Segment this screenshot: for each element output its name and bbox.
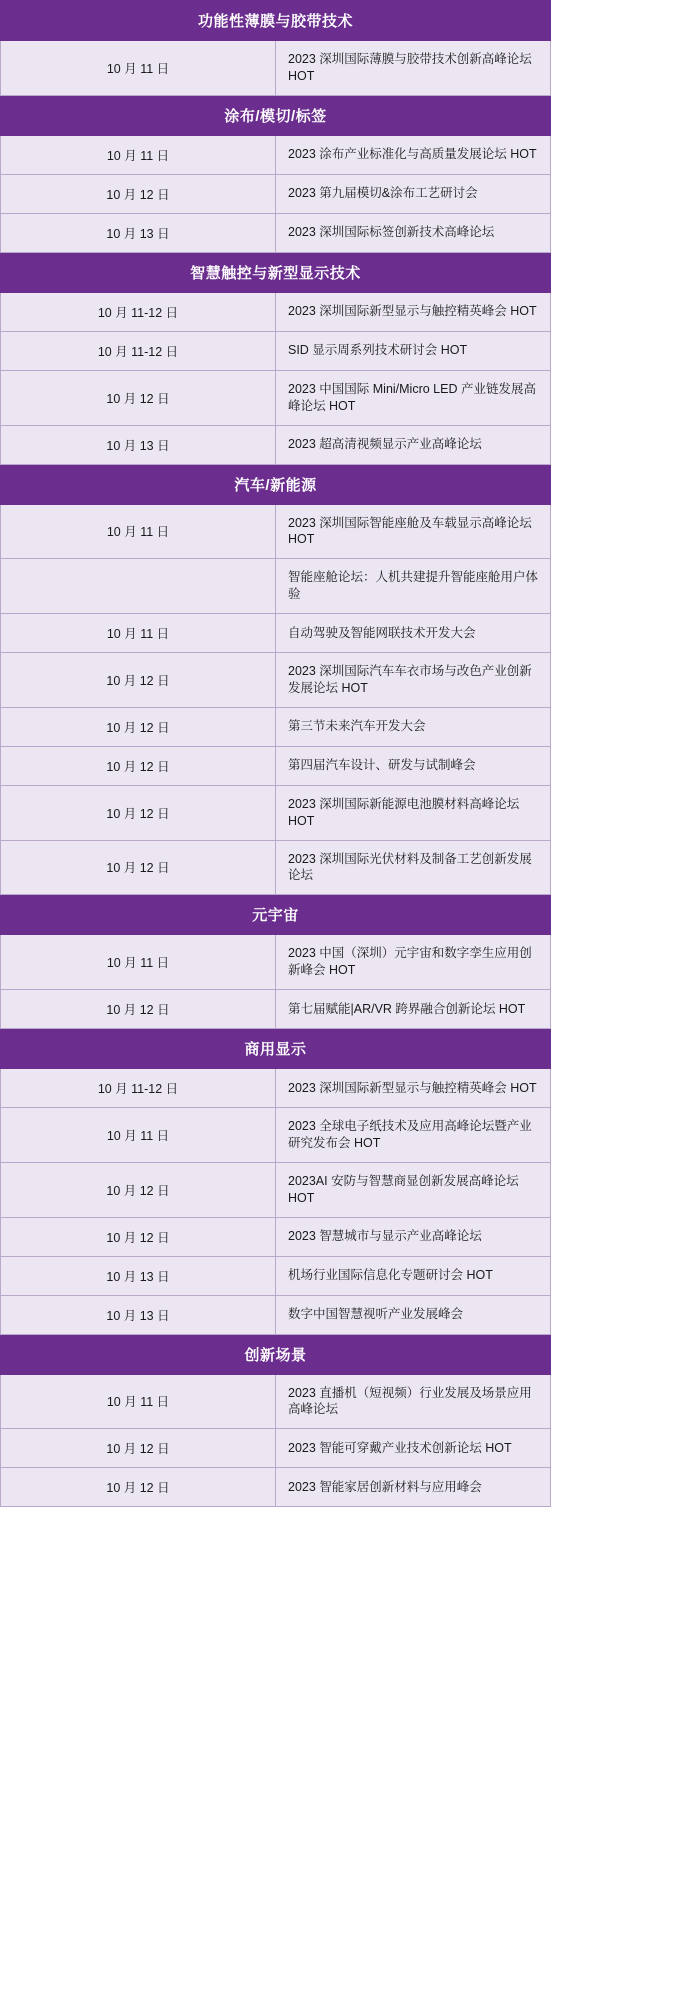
event-title: 2023 深圳国际薄膜与胶带技术创新高峰论坛 HOT [276,41,551,96]
event-date: 10 月 11 日 [1,41,276,96]
event-title: 第四届汽车设计、研发与试制峰会 [276,746,551,785]
event-date: 10 月 12 日 [1,840,276,895]
event-date: 10 月 11 日 [1,504,276,559]
event-title: 2023 直播机（短视频）行业发展及场景应用高峰论坛 [276,1374,551,1429]
event-title: 2023 深圳国际汽车车衣市场与改色产业创新发展论坛 HOT [276,653,551,708]
event-title: 2023 第九届模切&涂布工艺研讨会 [276,174,551,213]
event-date: 10 月 11 日 [1,1108,276,1163]
table-row [1,614,551,653]
event-date: 10 月 11-12 日 [1,331,276,370]
section-title: 汽车/新能源 [1,464,551,504]
section-header-row [1,895,551,935]
event-date [1,559,276,614]
table-row [1,1295,551,1334]
section-title: 商用显示 [1,1029,551,1069]
table-row [1,559,551,614]
event-date: 10 月 12 日 [1,990,276,1029]
event-date: 10 月 12 日 [1,1217,276,1256]
event-date: 10 月 11 日 [1,614,276,653]
table-row [1,331,551,370]
table-row [1,425,551,464]
event-date: 10 月 12 日 [1,1162,276,1217]
section-title: 功能性薄膜与胶带技术 [1,1,551,41]
event-title: 2023 深圳国际光伏材料及制备工艺创新发展论坛 [276,840,551,895]
section-header-row [1,252,551,292]
event-date: 10 月 12 日 [1,370,276,425]
event-title: 自动驾驶及智能网联技术开发大会 [276,614,551,653]
table-row [1,213,551,252]
event-title: 2023 智能家居创新材料与应用峰会 [276,1468,551,1507]
section-title: 创新场景 [1,1334,551,1374]
event-title: 2023 中国（深圳）元宇宙和数字孪生应用创新峰会 HOT [276,935,551,990]
table-row [1,135,551,174]
table-row [1,292,551,331]
table-row [1,1256,551,1295]
table-row [1,174,551,213]
table-row [1,935,551,990]
event-title: 2023 涂布产业标准化与高质量发展论坛 HOT [276,135,551,174]
event-date: 10 月 12 日 [1,785,276,840]
event-date: 10 月 11-12 日 [1,1069,276,1108]
event-title: 2023 全球电子纸技术及应用高峰论坛暨产业研究发布会 HOT [276,1108,551,1163]
section-header-row [1,95,551,135]
event-title: 第三节未来汽车开发大会 [276,707,551,746]
event-title: SID 显示周系列技术研讨会 HOT [276,331,551,370]
table-row [1,990,551,1029]
event-date: 10 月 12 日 [1,174,276,213]
event-title: 2023 深圳国际新型显示与触控精英峰会 HOT [276,1069,551,1108]
table-row [1,1468,551,1507]
table-row [1,504,551,559]
section-title: 涂布/模切/标签 [1,95,551,135]
table-row [1,1108,551,1163]
event-date: 10 月 12 日 [1,746,276,785]
event-title: 2023 深圳国际标签创新技术高峰论坛 [276,213,551,252]
section-header-row [1,1029,551,1069]
table-row [1,41,551,96]
event-date: 10 月 12 日 [1,1429,276,1468]
table-row [1,746,551,785]
event-title: 2023AI 安防与智慧商显创新发展高峰论坛 HOT [276,1162,551,1217]
event-date: 10 月 11 日 [1,1374,276,1429]
section-header-row [1,464,551,504]
section-header-row [1,1334,551,1374]
table-row [1,1162,551,1217]
table-row [1,653,551,708]
table-row [1,370,551,425]
table-row [1,1429,551,1468]
event-title: 数字中国智慧视听产业发展峰会 [276,1295,551,1334]
event-title: 2023 智能可穿戴产业技术创新论坛 HOT [276,1429,551,1468]
event-date: 10 月 11 日 [1,935,276,990]
section-title: 智慧触控与新型显示技术 [1,252,551,292]
event-date: 10 月 12 日 [1,653,276,708]
event-date: 10 月 11-12 日 [1,292,276,331]
event-title: 2023 中国国际 Mini/Micro LED 产业链发展高峰论坛 HOT [276,370,551,425]
table-row [1,707,551,746]
event-title: 2023 深圳国际智能座舱及车载显示高峰论坛 HOT [276,504,551,559]
event-title: 智能座舱论坛：人机共建提升智能座舱用户体验 [276,559,551,614]
event-title: 2023 超高清视频显示产业高峰论坛 [276,425,551,464]
table-row [1,1069,551,1108]
event-date: 10 月 11 日 [1,135,276,174]
event-title: 2023 智慧城市与显示产业高峰论坛 [276,1217,551,1256]
event-date: 10 月 13 日 [1,1256,276,1295]
event-title: 机场行业国际信息化专题研讨会 HOT [276,1256,551,1295]
event-date: 10 月 12 日 [1,1468,276,1507]
event-title: 2023 深圳国际新能源电池膜材料高峰论坛 HOT [276,785,551,840]
event-title: 2023 深圳国际新型显示与触控精英峰会 HOT [276,292,551,331]
section-title: 元宇宙 [1,895,551,935]
section-header-row [1,1,551,41]
event-date: 10 月 12 日 [1,707,276,746]
table-row [1,1217,551,1256]
schedule-body [1,1,551,1507]
table-row [1,1374,551,1429]
event-date: 10 月 13 日 [1,1295,276,1334]
table-row [1,785,551,840]
event-date: 10 月 13 日 [1,425,276,464]
event-date: 10 月 13 日 [1,213,276,252]
table-row [1,840,551,895]
event-title: 第七届赋能|AR/VR 跨界融合创新论坛 HOT [276,990,551,1029]
